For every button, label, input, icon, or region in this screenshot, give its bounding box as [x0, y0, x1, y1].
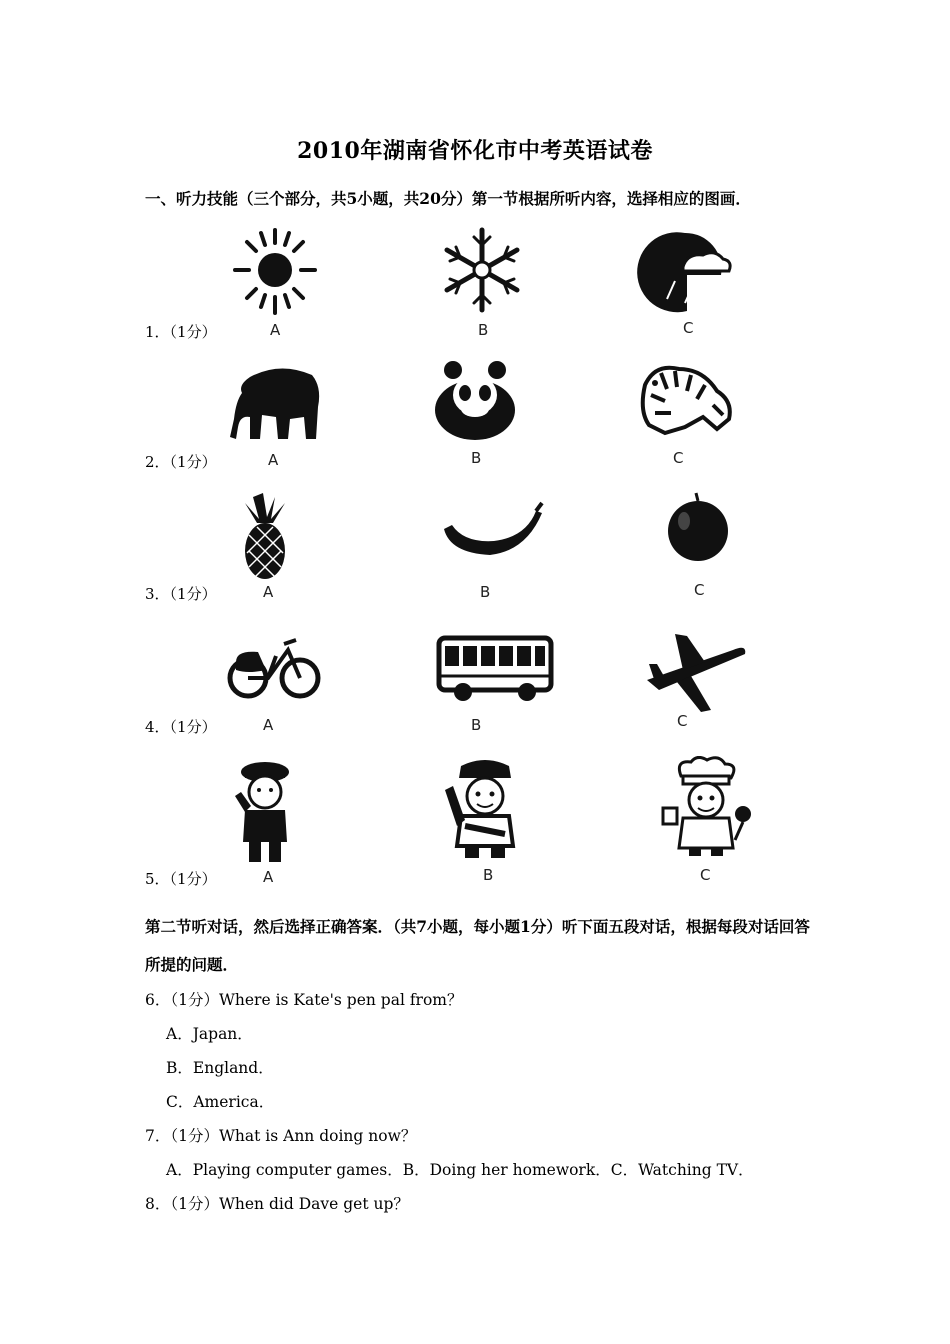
option-letter: B — [471, 716, 482, 734]
question-7-options: A．Playing computer games．B．Doing her homework．C．Watching TV． — [166, 1161, 754, 1179]
section-2-heading: 第二节听对话，然后选择正确答案．（共7小题，每小题1分）听下面五段对话，根据每段对话回答所提的问题． — [145, 917, 810, 974]
sun-icon — [215, 225, 335, 325]
option-letter: B — [478, 321, 489, 339]
option-letter: A — [263, 716, 274, 734]
question-6-option-b: B．England． — [166, 1059, 274, 1077]
elephant-icon — [220, 357, 340, 457]
question-label: 2．（1分） — [145, 453, 217, 471]
option-letter: C — [673, 449, 684, 467]
panda-icon — [415, 355, 535, 455]
option-letter: B — [480, 583, 491, 601]
bus-icon — [435, 624, 555, 724]
page-title: 2010年湖南省怀化市中考英语试卷 — [297, 138, 653, 164]
question-label: 5．（1分） — [145, 870, 217, 888]
question-8-stem: 8．（1分）When did Dave get up？ — [145, 1195, 409, 1213]
option-letter: C — [677, 712, 688, 730]
apple-icon — [638, 489, 758, 589]
question-2 — [0, 355, 950, 485]
option-letter: A — [263, 583, 274, 601]
cook-icon — [645, 756, 765, 868]
banana-icon — [430, 489, 550, 589]
question-label: 4．（1分） — [145, 718, 217, 736]
option-letter: C — [694, 581, 705, 599]
pineapple-icon — [205, 489, 325, 589]
question-3 — [0, 487, 950, 617]
question-6-option-a: A．Japan． — [166, 1025, 253, 1043]
option-letter: C — [700, 866, 711, 884]
policeman-icon — [205, 756, 325, 868]
question-label: 3．（1分） — [145, 585, 217, 603]
farmer-icon — [425, 756, 545, 868]
section-1-heading: 一、听力技能（三个部分，共5小题，共20分）第一节根据所听内容，选择相应的图画． — [145, 189, 751, 208]
question-5 — [0, 752, 950, 888]
tiger-icon — [625, 355, 745, 455]
option-letter: B — [471, 449, 482, 467]
question-4 — [0, 620, 950, 750]
option-letter: A — [270, 321, 281, 339]
option-letter: A — [268, 451, 279, 469]
snowflake-icon — [422, 225, 542, 325]
rain-cloud-icon — [625, 225, 745, 325]
question-6-option-c: C．America． — [166, 1093, 275, 1111]
question-6-stem: 6．（1分）Where is Kate's pen pal from？ — [145, 991, 463, 1009]
option-letter: A — [263, 868, 274, 886]
bicycle-icon — [218, 626, 338, 726]
option-letter: C — [683, 319, 694, 337]
option-letter: B — [483, 866, 494, 884]
question-1 — [0, 225, 950, 355]
question-7-stem: 7．（1分）What is Ann doing now？ — [145, 1127, 417, 1145]
question-label: 1．（1分） — [145, 323, 217, 341]
airplane-icon — [635, 624, 755, 724]
